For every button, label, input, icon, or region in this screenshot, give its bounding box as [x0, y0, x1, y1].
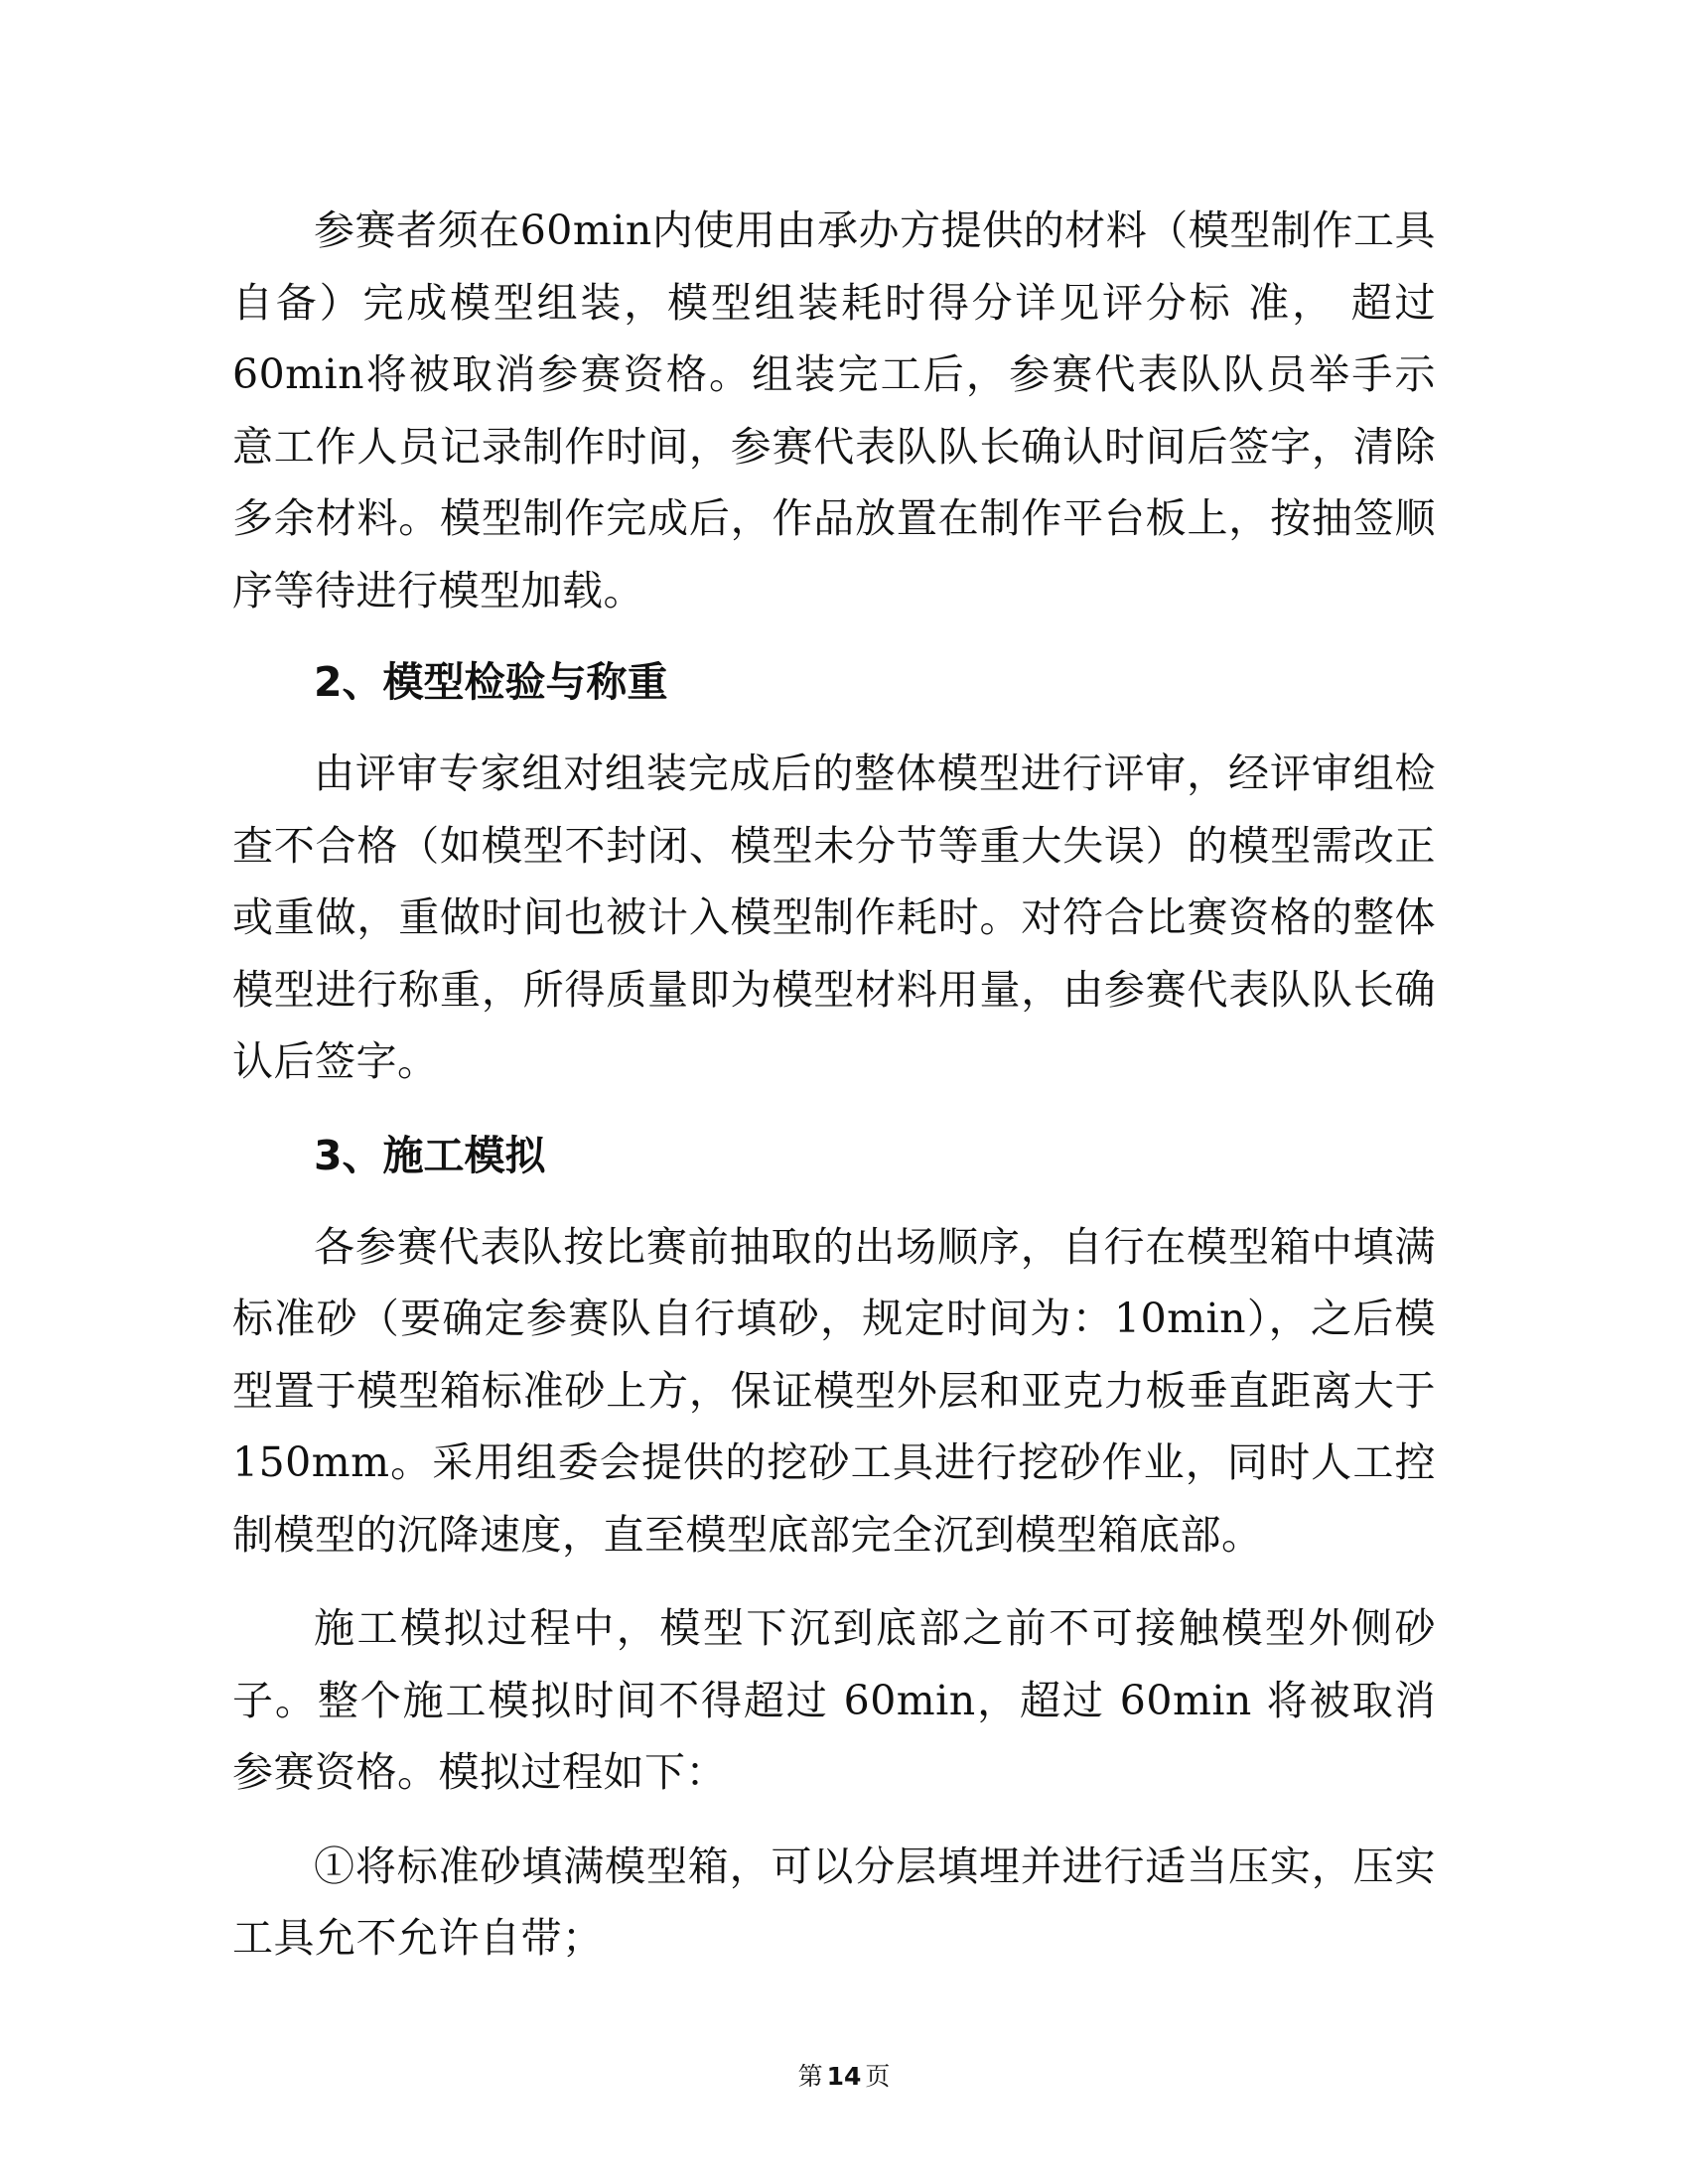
paragraph-step-one: ①将标准砂填满模型箱，可以分层填埋并进行适当压实，压实工具允不允许自带；	[232, 1842, 1436, 1962]
page-number: 14	[826, 2062, 862, 2091]
page-label-suffix: 页	[865, 2062, 891, 2091]
paragraph-inspection-weighing: 由评审专家组对组装完成后的整体模型进行评审，经评审组检查不合格（如模型不封闭、模型未分节等重大失误）的模型需改正或重做，重做时间也被计入模型制作耗时。对符合比赛资格的整体模型进行称重，所得质量即为模型材料用量，由参赛代表队队长确认后签字。	[232, 750, 1436, 1085]
document-body	[232, 195, 1436, 1975]
page-label-prefix: 第	[797, 2062, 823, 2091]
paragraph-simulation-rules: 施工模拟过程中，模型下沉到底部之前不可接触模型外侧砂子。整个施工模拟时间不得超过 60min，超过 60min 将被取消参赛资格。模拟过程如下：	[232, 1604, 1436, 1796]
section-heading-inspection-weighing: 2、模型检验与称重	[314, 658, 668, 706]
page-footer	[0, 2057, 1688, 2093]
paragraph-construction-simulation: 各参赛代表队按比赛前抽取的出场顺序，自行在模型箱中填满标准砂（要确定参赛队自行填砂，规定时间为：10min），之后模型置于模型箱标准砂上方，保证模型外层和亚克力板垂直距离大于150mm。采用组委会提供的挖砂工具进行挖砂作业，同时人工控制模型的沉降速度，直至模型底部完全沉到模型箱底部。	[232, 1222, 1436, 1559]
paragraph-model-assembly: 参赛者须在60min内使用由承办方提供的材料（模型制作工具自备）完成模型组装，模型组装耗时得分详见评分标 准， 超过60min将被取消参赛资格。组装完工后，参赛代表队队员举手示意工作人员记录制作时间，参赛代表队队长确认时间后签字，清除多余材料。模型制作完成后，作品放置在制作平台板上，按抽签顺序等待进行模型加载。	[232, 206, 1437, 614]
section-heading-construction-simulation: 3、施工模拟	[314, 1131, 546, 1179]
